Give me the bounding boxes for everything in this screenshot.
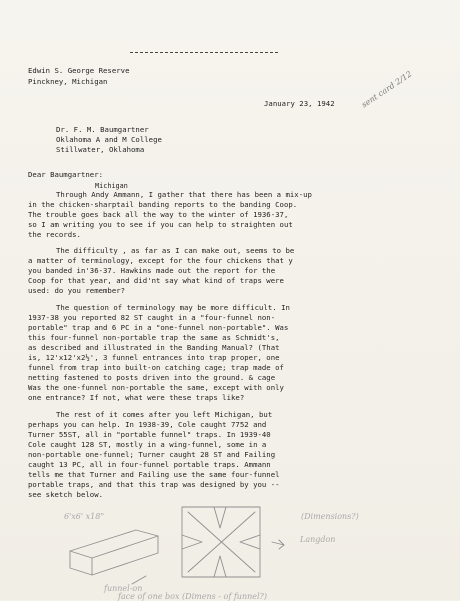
p3-line-10: one entrance? If not, what were these traps like? [28, 393, 245, 402]
p1-line-1: Through Andy Ammann, I gather that there has been a mix-up [56, 190, 312, 199]
right-annotation-2: Langdon [300, 535, 336, 544]
sketch-funnel-right [240, 535, 260, 549]
p4-line-2: perhaps you can help. In 1938-39, Cole caught 7752 and [28, 420, 267, 429]
p4-line-9: see sketch below. [28, 490, 104, 499]
sketch-funnel-top [214, 507, 226, 528]
p3-line-1: The question of terminology may be more difficult. In [56, 303, 290, 312]
p1-line-2: in the chicken-sharptail banding reports to the banding Coop. [28, 200, 298, 209]
sketch-wing-1 [70, 530, 158, 558]
p4-line-7: tells me that Turner and Failing use the same four-funnel [28, 470, 280, 479]
p2-line-5: used: do you remember? [28, 286, 126, 295]
recipient-line-3: Stillwater, Oklahoma [56, 145, 145, 154]
p1-line-4: so I am writing you to see if you can help to straighten out [28, 220, 293, 229]
p3-line-3: portable" trap and 6 PC in a "one-funnel non-portable". Was [28, 323, 289, 332]
sender-line-2: Pinckney, Michigan [28, 77, 108, 86]
p4-line-5: non-portable one-funnel; Turner caught 28 ST and Failing [28, 450, 276, 459]
p4-line-3: Turner 55ST, all in "portable funnel" traps. In 1939-40 [28, 430, 271, 439]
p2-line-3: you banded in'36-37. Hawkins made out the report for the [28, 266, 276, 275]
dims-annotation: 6'x6' x18" [64, 512, 105, 521]
sketch-funnel-left [182, 535, 202, 549]
sender-line-1: Edwin S. George Reserve [28, 66, 130, 75]
sketch-wing-2 [92, 536, 158, 575]
p2-line-2: a matter of terminology, except for the four chickens that y [28, 256, 293, 265]
bottom-annotation-1: funnel-on [104, 584, 143, 593]
sketch-arrow-bottom [132, 576, 146, 584]
sketch-funnel-bottom [214, 556, 226, 577]
p3-line-6: is, 12'x12'x2½', 3 funnel entrances into trap proper, one [28, 353, 280, 362]
p1-line-5: the records. [28, 230, 81, 239]
p3-line-7: funnel from trap into built-on catching cage; trap made of [28, 363, 284, 372]
p3-line-8: netting fastened to posts driven into the ground. & cage [28, 373, 276, 382]
p3-line-2: 1937-38 you reported 82 ST caught in a "four-funnel non- [28, 313, 276, 322]
p4-line-6: caught 13 PC, all in four-funnel portable traps. Ammann [28, 460, 271, 469]
p4-line-1: The rest of it comes after you left Michigan, but [56, 410, 273, 419]
p4-line-4: Cole caught 128 ST, mostly in a wing-funnel, some in a [28, 440, 267, 449]
p3-line-9: Was the one-funnel non-portable the same, except with only [28, 383, 284, 392]
sent-card-annotation: sent card 2/12 [360, 69, 414, 110]
bottom-annotation-2: face of one box (Dimens - of funnel?) [118, 592, 267, 601]
p2-line-1: The difficulty , as far as I can make out, seems to be [56, 246, 295, 255]
recipient-line-1: Dr. F. M. Baumgartner [56, 125, 149, 134]
p4-line-8: portable traps, and that this trap was designed by you -- [28, 480, 280, 489]
insertion-michigan: Michigan [95, 182, 128, 190]
p1-line-3: The trouble goes back all the way to the winter of 1936-37, [28, 210, 289, 219]
recipient-line-2: Oklahoma A and M College [56, 135, 162, 144]
letter-date: January 23, 1942 [264, 99, 335, 108]
p3-line-5: as described and illustrated in the Banding Manual? (That [28, 343, 280, 352]
right-annotation-1: (Dimensions?) [301, 512, 359, 521]
p2-line-4: Coop for that year, and did'nt say what kind of traps were [28, 276, 284, 285]
salutation: Dear Baumgartner: [28, 170, 104, 179]
p3-line-4: this four-funnel non-portable trap the same as Schmidt's, [28, 333, 280, 342]
